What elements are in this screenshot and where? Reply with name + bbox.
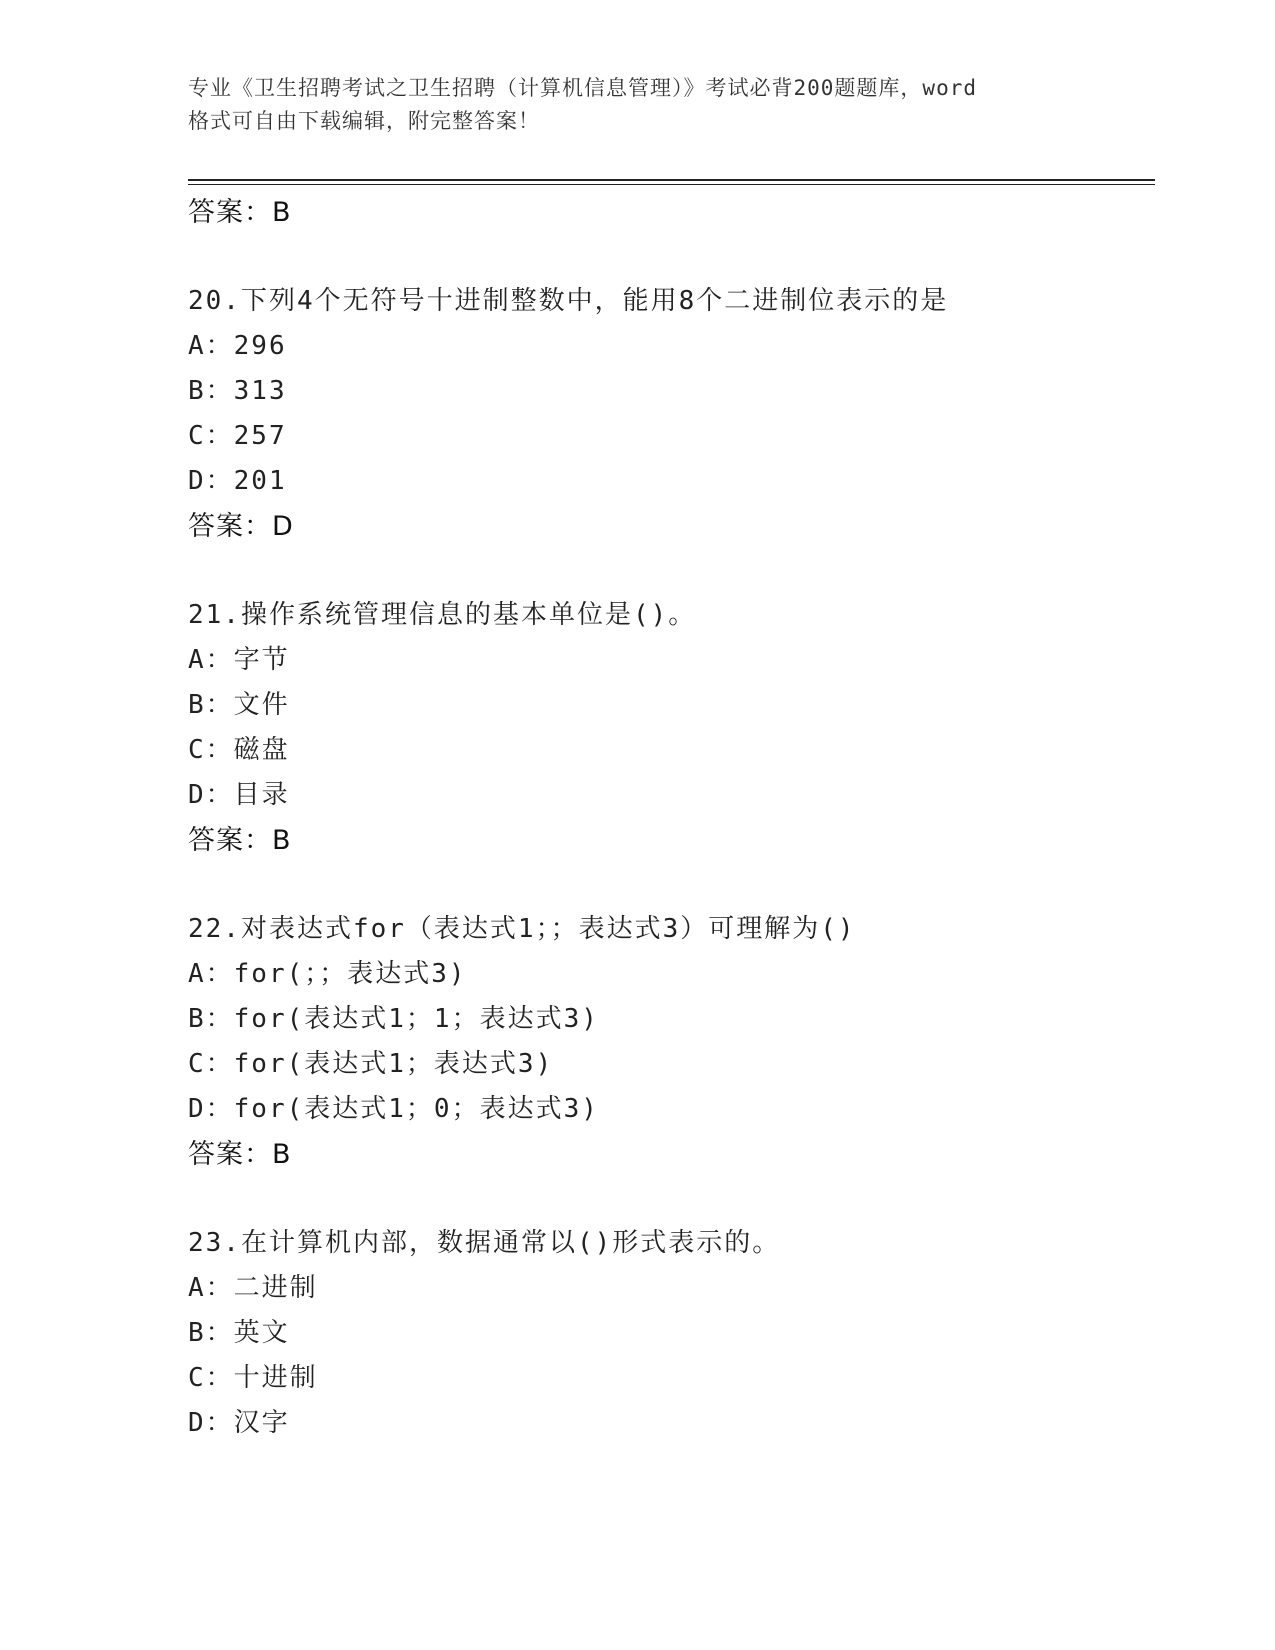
option-a: A：for(；；表达式3) — [188, 959, 467, 989]
option-b: B：英文 — [188, 1318, 290, 1348]
option-b: B：for(表达式1；1；表达式3) — [188, 1004, 599, 1034]
spacer — [188, 235, 1148, 279]
option-c: C：磁盘 — [188, 735, 290, 765]
question-text: 20.下列4个无符号十进制整数中，能用8个二进制位表示的是 — [188, 286, 949, 316]
answer-line: 答案：D — [188, 511, 294, 542]
option-a: A：字节 — [188, 645, 290, 675]
document-header — [188, 72, 1088, 138]
option-d: D：目录 — [188, 780, 290, 810]
option-b: B：313 — [188, 376, 287, 406]
option-a: A：二进制 — [188, 1273, 318, 1303]
option-b: B：文件 — [188, 690, 290, 720]
option-c: C：for(表达式1；表达式3) — [188, 1049, 554, 1079]
answer-line: 答案：B — [188, 825, 292, 856]
answer-line: 答案：B — [188, 197, 292, 228]
option-d: D：汉字 — [188, 1408, 290, 1438]
spacer — [188, 863, 1148, 907]
spacer — [188, 549, 1148, 593]
spacer — [188, 1177, 1148, 1221]
option-a: A：296 — [188, 331, 287, 361]
question-list — [188, 190, 1148, 1446]
option-d: D：201 — [188, 466, 287, 496]
question-text: 21.操作系统管理信息的基本单位是()。 — [188, 600, 697, 630]
header-line-1: 专业《卫生招聘考试之卫生招聘（计算机信息管理）》考试必背200题题库，word — [188, 76, 977, 100]
answer-line: 答案：B — [188, 1139, 292, 1170]
question-text: 23.在计算机内部，数据通常以()形式表示的。 — [188, 1228, 781, 1258]
option-d: D：for(表达式1；0；表达式3) — [188, 1094, 599, 1124]
header-divider-thin — [188, 184, 1155, 185]
option-c: C：十进制 — [188, 1363, 318, 1393]
header-divider-thick — [188, 179, 1155, 181]
question-text: 22.对表达式for（表达式1；；表达式3）可理解为() — [188, 914, 856, 944]
header-line-2: 格式可自由下载编辑，附完整答案！ — [188, 109, 540, 133]
option-c: C：257 — [188, 421, 287, 451]
